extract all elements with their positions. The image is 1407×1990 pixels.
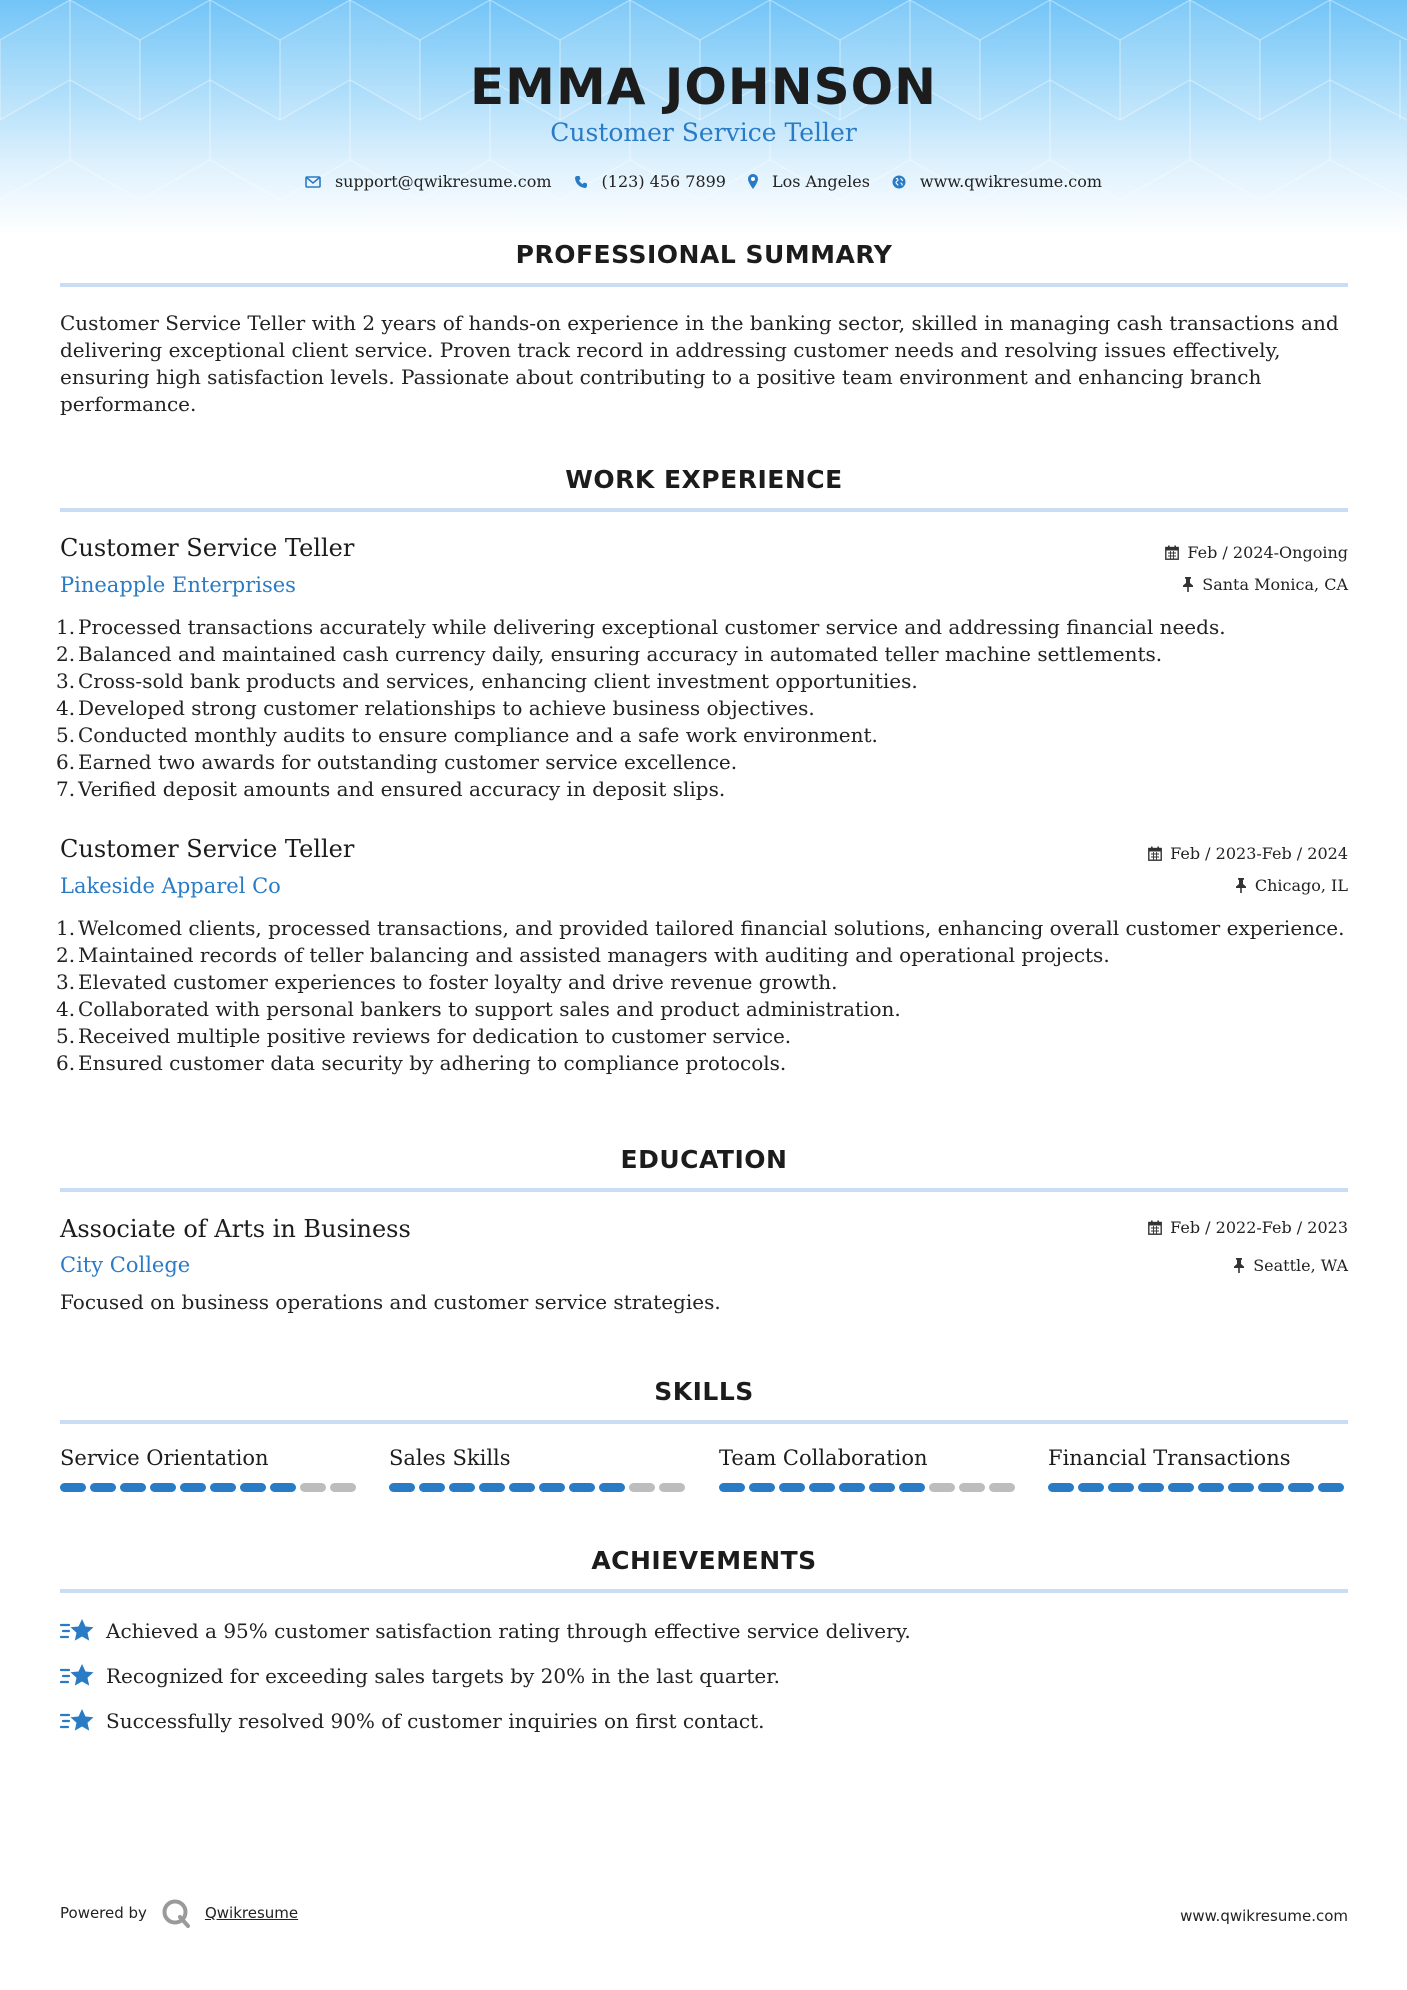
job-location xyxy=(1235,876,1348,895)
job-location xyxy=(1182,575,1348,594)
skill-item xyxy=(389,1446,689,1492)
list-item: 1. Welcomed clients, processed transactions, and provided tailored financial solutions, enhancing overall customer experience. xyxy=(56,916,1345,940)
skill-name: Sales Skills xyxy=(389,1446,511,1470)
job-bullets xyxy=(56,915,1356,1077)
skill-segment-filled xyxy=(839,1483,865,1492)
skill-segment-filled xyxy=(1048,1483,1074,1492)
achievement-text: Achieved a 95% customer satisfaction rating through effective service delivery. xyxy=(106,1619,911,1643)
email-text: support@qwikresume.com xyxy=(334,172,552,191)
skills-heading: SKILLS xyxy=(654,1377,754,1406)
qwikresume-logo-icon xyxy=(161,1898,191,1928)
job-company: Pineapple Enterprises xyxy=(60,573,296,597)
skill-segment-empty xyxy=(330,1483,356,1492)
skill-segment-filled xyxy=(749,1483,775,1492)
skill-segment-filled xyxy=(1168,1483,1194,1492)
education-location-text: Seattle, WA xyxy=(1253,1256,1348,1275)
list-item: 6. Ensured customer data security by adhering to compliance protocols. xyxy=(56,1051,787,1075)
skills-divider xyxy=(60,1420,1348,1424)
list-item: 3. Cross-sold bank products and services, enhancing client investment opportunities. xyxy=(56,669,918,693)
achievements-divider xyxy=(60,1589,1348,1593)
star-icon xyxy=(60,1662,96,1690)
skill-segment-filled xyxy=(509,1483,535,1492)
skill-segment-empty xyxy=(629,1483,655,1492)
skill-segment-filled xyxy=(389,1483,415,1492)
skill-segment-filled xyxy=(899,1483,925,1492)
skill-name: Team Collaboration xyxy=(719,1446,928,1470)
job-location-text: Santa Monica, CA xyxy=(1202,575,1348,594)
skill-segment-filled xyxy=(1258,1483,1284,1492)
achievement-text: Recognized for exceeding sales targets by 20% in the last quarter. xyxy=(106,1664,780,1688)
skill-segment-empty xyxy=(959,1483,985,1492)
job-bullets xyxy=(56,614,1356,803)
education-school: City College xyxy=(60,1253,191,1277)
contact-location xyxy=(748,172,870,191)
envelope-icon xyxy=(305,176,321,188)
contact-bar xyxy=(0,172,1407,191)
skill-segment-filled xyxy=(1288,1483,1314,1492)
skill-segment-filled xyxy=(539,1483,565,1492)
skill-segment-filled xyxy=(809,1483,835,1492)
skill-level-bar xyxy=(1048,1483,1348,1492)
skill-segment-filled xyxy=(240,1483,266,1492)
skill-item xyxy=(719,1446,1019,1492)
experience-divider xyxy=(60,508,1348,512)
phone-icon xyxy=(574,175,588,189)
skill-segment-empty xyxy=(929,1483,955,1492)
skill-item xyxy=(60,1446,360,1492)
skill-segment-filled xyxy=(1108,1483,1134,1492)
skill-segment-filled xyxy=(60,1483,86,1492)
education-dates-text: Feb / 2022-Feb / 2023 xyxy=(1170,1218,1348,1237)
footer-powered-by xyxy=(60,1898,298,1928)
star-icon xyxy=(60,1617,96,1645)
pushpin-icon xyxy=(1233,1258,1245,1273)
list-item: 4. Collaborated with personal bankers to support sales and product administration. xyxy=(56,997,901,1021)
list-item: 5. Conducted monthly audits to ensure compliance and a safe work environment. xyxy=(56,723,878,747)
skill-segment-filled xyxy=(1228,1483,1254,1492)
experience-heading: WORK EXPERIENCE xyxy=(565,465,843,494)
calendar-icon xyxy=(1148,1220,1162,1235)
achievement-text: Successfully resolved 90% of customer inquiries on first contact. xyxy=(106,1709,765,1733)
skill-segment-filled xyxy=(180,1483,206,1492)
phone-text: (123) 456 7899 xyxy=(601,172,726,191)
job-title: Customer Service Teller xyxy=(60,835,355,863)
skill-item xyxy=(1048,1446,1348,1492)
job-company: Lakeside Apparel Co xyxy=(60,874,281,898)
skill-level-bar xyxy=(719,1483,1019,1492)
candidate-name: EMMA JOHNSON xyxy=(470,58,937,116)
skill-segment-filled xyxy=(150,1483,176,1492)
skill-segment-empty xyxy=(300,1483,326,1492)
skill-segment-filled xyxy=(419,1483,445,1492)
star-icon xyxy=(60,1707,96,1735)
job-dates-text: Feb / 2024-Ongoing xyxy=(1187,543,1348,562)
calendar-icon xyxy=(1148,846,1162,861)
education-divider xyxy=(60,1188,1348,1192)
achievement-item xyxy=(60,1617,911,1645)
job-location-text: Chicago, IL xyxy=(1254,876,1348,895)
skill-segment-filled xyxy=(1138,1483,1164,1492)
website-text: www.qwikresume.com xyxy=(919,172,1103,191)
skill-segment-filled xyxy=(120,1483,146,1492)
achievement-item xyxy=(60,1662,780,1690)
skill-name: Financial Transactions xyxy=(1048,1446,1291,1470)
list-item: 5. Received multiple positive reviews for dedication to customer service. xyxy=(56,1024,792,1048)
list-item: 7. Verified deposit amounts and ensured accuracy in deposit slips. xyxy=(56,777,726,801)
job-title: Customer Service Teller xyxy=(60,534,355,562)
education-description: Focused on business operations and customer service strategies. xyxy=(60,1290,721,1314)
skill-segment-filled xyxy=(1078,1483,1104,1492)
education-dates xyxy=(1148,1218,1348,1237)
footer-website-link[interactable]: www.qwikresume.com xyxy=(1180,1907,1348,1925)
job-dates xyxy=(1165,543,1348,562)
skill-segment-filled xyxy=(90,1483,116,1492)
list-item: 1. Processed transactions accurately while delivering exceptional customer service and addressing financial needs. xyxy=(56,615,1226,639)
skill-segment-filled xyxy=(449,1483,475,1492)
skill-segment-empty xyxy=(659,1483,685,1492)
location-text: Los Angeles xyxy=(771,172,870,191)
list-item: 6. Earned two awards for outstanding customer service excellence. xyxy=(56,750,738,774)
skill-name: Service Orientation xyxy=(60,1446,269,1470)
map-pin-icon xyxy=(748,174,758,189)
skill-level-bar xyxy=(389,1483,689,1492)
job-dates xyxy=(1148,844,1348,863)
skill-segment-filled xyxy=(479,1483,505,1492)
skill-segment-filled xyxy=(779,1483,805,1492)
education-degree: Associate of Arts in Business xyxy=(60,1215,411,1243)
skill-segment-filled xyxy=(719,1483,745,1492)
skill-segment-empty xyxy=(989,1483,1015,1492)
job-dates-text: Feb / 2023-Feb / 2024 xyxy=(1170,844,1348,863)
candidate-role: Customer Service Teller xyxy=(550,118,857,147)
pushpin-icon xyxy=(1182,577,1194,592)
list-item: 3. Elevated customer experiences to foster loyalty and drive revenue growth. xyxy=(56,970,838,994)
skill-segment-filled xyxy=(1198,1483,1224,1492)
skill-segment-filled xyxy=(210,1483,236,1492)
list-item: 2. Maintained records of teller balancing and assisted managers with auditing and operational projects. xyxy=(56,943,1110,967)
skill-level-bar xyxy=(60,1483,360,1492)
skill-segment-filled xyxy=(1318,1483,1344,1492)
education-heading: EDUCATION xyxy=(620,1145,788,1174)
skill-segment-filled xyxy=(270,1483,296,1492)
calendar-icon xyxy=(1165,545,1179,560)
summary-heading: PROFESSIONAL SUMMARY xyxy=(515,240,893,269)
achievements-heading: ACHIEVEMENTS xyxy=(591,1546,817,1575)
powered-by-label: Powered by xyxy=(60,1904,147,1922)
education-location xyxy=(1233,1256,1348,1275)
pushpin-icon xyxy=(1235,878,1247,893)
contact-email[interactable] xyxy=(305,172,552,191)
achievement-item xyxy=(60,1707,765,1735)
globe-icon xyxy=(892,175,906,189)
skill-segment-filled xyxy=(869,1483,895,1492)
summary-divider xyxy=(60,283,1348,287)
contact-website[interactable] xyxy=(892,172,1102,191)
skill-segment-filled xyxy=(569,1483,595,1492)
qwikresume-link[interactable]: Qwikresume xyxy=(204,1904,299,1922)
list-item: 2. Balanced and maintained cash currency daily, ensuring accuracy in automated teller machine settlements. xyxy=(56,642,1163,666)
contact-phone[interactable] xyxy=(574,172,726,191)
summary-text: Customer Service Teller with 2 years of hands-on experience in the banking sector, skilled in managing cash transactions and delivering exceptional client service. Proven track record in addressing customer needs and resolving issues effectively, ensuring high satisfaction levels. Passionate about contributing to a positive team environment and enhancing branch performance. xyxy=(60,311,1339,416)
list-item: 4. Developed strong customer relationships to achieve business objectives. xyxy=(56,696,815,720)
skill-segment-filled xyxy=(599,1483,625,1492)
